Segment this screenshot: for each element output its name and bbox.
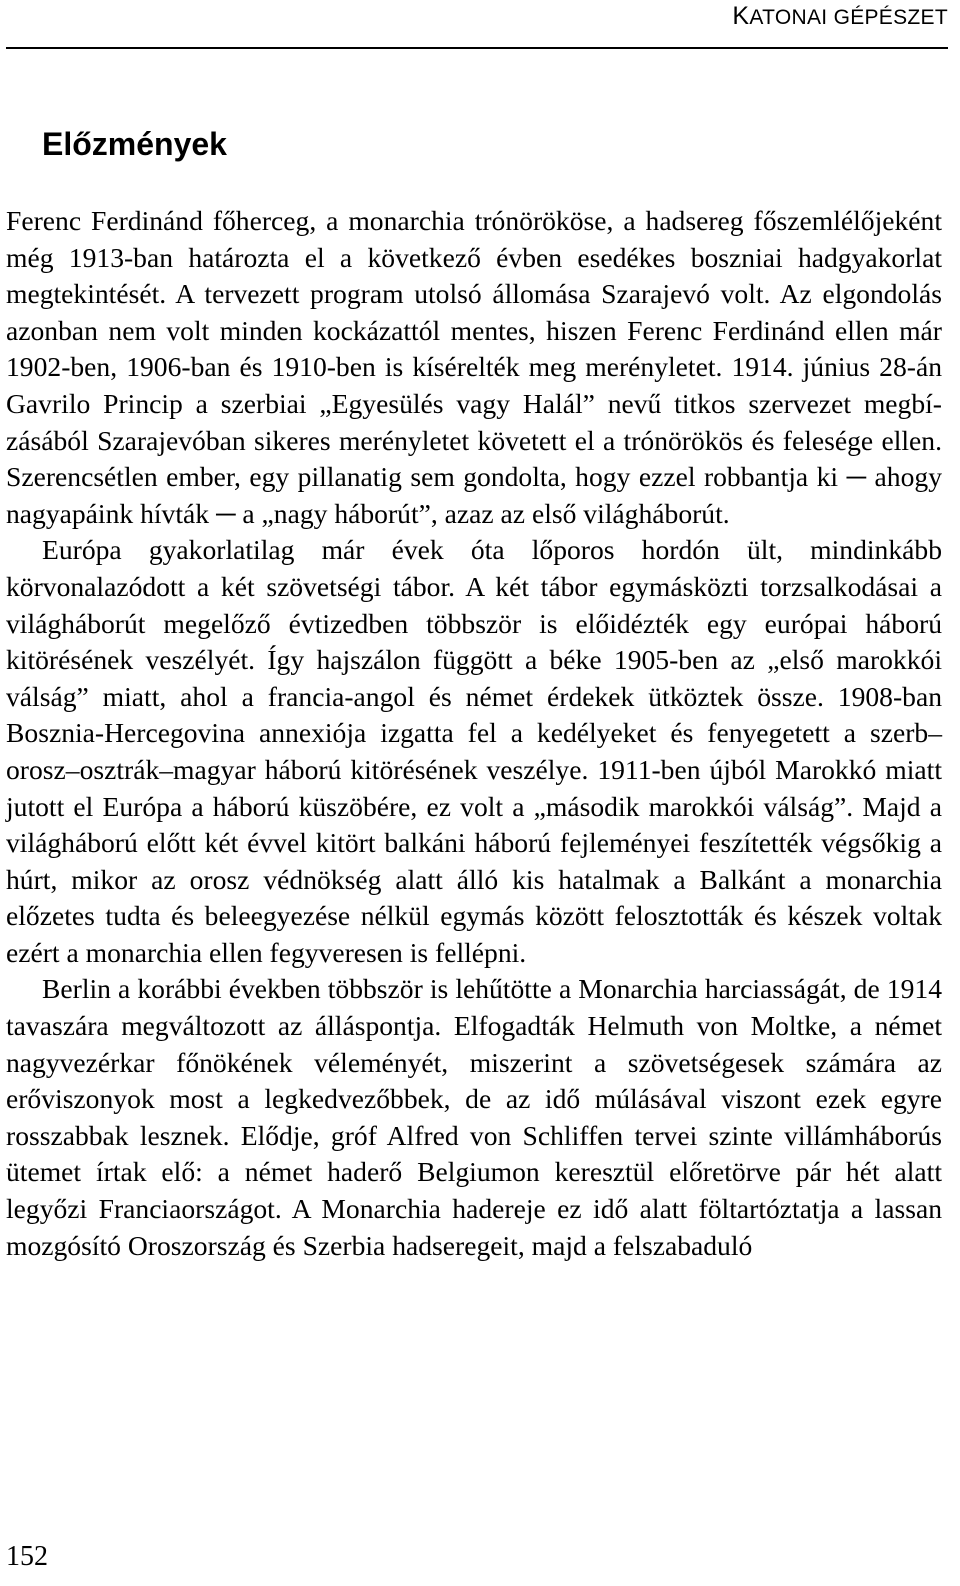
section-title: Előzmények (42, 126, 227, 162)
header-rule (6, 47, 948, 49)
running-header (0, 0, 948, 32)
paragraph: Európa gyakorlatilag már évek óta lőporos hordón ült, mindinkább körvonalazódott a két szövetségi tábor. A két tábor egymásközti torzsalkodásai a világháborút megelőző évtizedben többször is előidézték egy európai háború kitörésének veszélyét. Így hajszálon függött a béke 1905-ben az „első marokkói válság” miatt, ahol a francia-angol és német érdekek ütköztek össze. 1908-ban Bosznia-Hercegovina annexiója izgatta fel a kedélyeket és fenyegetett a szerb–orosz–osztrák–magyar háború kitörésének veszélye. 1911-ben újból Marokkó miatt jutott el Európa a háború küszöbére, ez volt a „második marokkói válság”. Majd a világháború előtt két évvel kitört balkáni háború fejleményei feszítették végsőkig a húrt, mikor az orosz védnökség alatt álló kis hatalmak a Balkánt a monarchia előzetes tudta és beleegyezése nélkül egymás között felosztották és készek voltak ezért a monarchia ellen fegyveresen is fellépni. (6, 534, 942, 968)
paragraph: Berlin a korábbi években többször is lehűtötte a Monarchia harciasságát, de 1914 tavaszára megváltozott az álláspontja. Elfogadták Helmuth von Moltke, a német nagyvezérkar főnökének véleményét, miszerint a szövetségesek számára az erőviszonyok most a legkedvezőbbek, de az idő múlásával viszont ezek egyre rosszabbak lesznek. Elődje, gróf Alfred von Schliffen tervei szinte villámháborús ütemet írtak elő: a német haderő Belgiumon keresztül előretörve pár hét alatt legyőzi Franciaországot. A Monarchia hadereje ez idő alatt föltartóztatja a lassan mozgósító Oroszország és Szerbia hadseregeit, majd a felszabaduló (6, 973, 942, 1261)
page-number: 152 (6, 1541, 48, 1572)
paragraph: Ferenc Ferdinánd főherceg, a monarchia trónörököse, a hadsereg főszemlélőjeként még 1913-ban határozta el a következő évben esedékes boszniai hadgyakorlat megtekintését. A tervezett program utolsó állomása Szarajevó volt. Az elgondolás azonban nem volt minden kockázattól mentes, hiszen Ferenc Ferdinánd ellen már 1902-ben, 1906-ban és 1910-ben is kísérelték meg merényletet. 1914. június 28-án Gavrilo Princip a szerbiai „Egyesülés vagy Halál” nevű titkos szervezet megbízásából Szarajevóban sikeres merényletet követett el a trónörökös és felesége ellen. Szerencsétlen ember, egy pillanatig sem gondolta, hogy ezzel robbantja ki ─ ahogy nagyapáink hívták ─ a „nagy háborút”, azaz az első világháborút. (6, 205, 942, 529)
running-header-initial: K (732, 2, 750, 30)
running-header-rest: ATONAI GÉPÉSZET (749, 6, 948, 29)
body-text (6, 203, 942, 1264)
